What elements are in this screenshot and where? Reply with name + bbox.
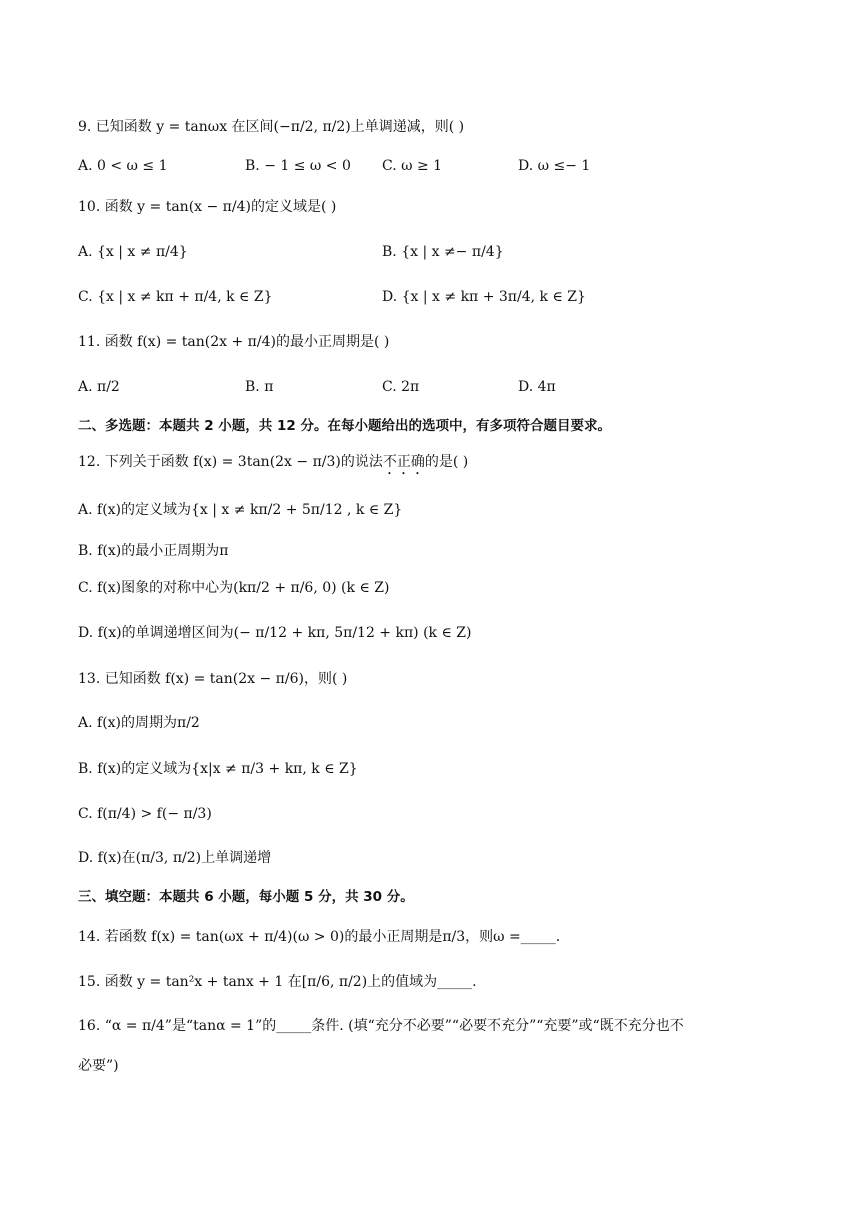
question-16-line-1: 16. “α = π/4”是“tanα = 1”的_____条件. (填“充分不必要”“必要不充分”“充要”或“既不充分也不 xyxy=(78,1018,684,1034)
question-11-option-d: D. 4π xyxy=(518,379,556,395)
question-16-line-2: 必要”) xyxy=(78,1058,119,1074)
question-13-stem: 13. 已知函数 f(x) = tan(2x − π/6)，则( ) xyxy=(78,671,348,687)
question-9-option-b: B. − 1 ≤ ω < 0 xyxy=(245,158,351,174)
question-10-option-d: D. {x | x ≠ kπ + 3π/4, k ∈ Z} xyxy=(382,289,586,305)
section-fill-in-heading: 三、填空题：本题共 6 小题，每小题 5 分，共 30 分。 xyxy=(78,889,414,905)
question-11-option-a: A. π/2 xyxy=(78,379,120,395)
question-11-option-c: C. 2π xyxy=(382,379,420,395)
question-9-option-d: D. ω ≤− 1 xyxy=(518,158,591,174)
question-13-option-c: C. f(π/4) > f(− π/3) xyxy=(78,806,212,822)
question-11-stem: 11. 函数 f(x) = tan(2x + π/4)的最小正周期是( ) xyxy=(78,334,390,350)
question-9-option-a: A. 0 < ω ≤ 1 xyxy=(78,158,168,174)
question-10-option-c: C. {x | x ≠ kπ + π/4, k ∈ Z} xyxy=(78,289,273,305)
question-12-stem-after: 的是( ) xyxy=(424,454,469,470)
question-14: 14. 若函数 f(x) = tan(ωx + π/4)(ω > 0)的最小正周期是π/3，则ω =_____. xyxy=(78,929,561,945)
question-12-emphasis: 不正确 xyxy=(382,454,425,470)
question-12-stem xyxy=(78,452,468,478)
question-12-stem-before: 12. 下列关于函数 f(x) = 3tan(2x − π/3)的说法 xyxy=(78,454,383,470)
question-9-option-c: C. ω ≥ 1 xyxy=(382,158,443,174)
question-11-option-b: B. π xyxy=(245,379,274,395)
question-10-stem: 10. 函数 y = tan(x − π/4)的定义域是( ) xyxy=(78,199,337,215)
question-12-option-d: D. f(x)的单调递增区间为(− π/12 + kπ, 5π/12 + kπ) (k ∈ Z) xyxy=(78,625,472,641)
question-13-option-a: A. f(x)的周期为π/2 xyxy=(78,715,200,731)
question-10-option-b: B. {x | x ≠− π/4} xyxy=(382,244,504,260)
question-13-option-d: D. f(x)在(π/3, π/2)上单调递增 xyxy=(78,850,272,866)
question-9-stem: 9. 已知函数 y = tanωx 在区间(−π/2, π/2)上单调递减，则( ) xyxy=(78,119,465,135)
section-multiple-choice-heading: 二、多选题：本题共 2 小题，共 12 分。在每小题给出的选项中，有多项符合题目要求。 xyxy=(78,418,611,434)
question-15: 15. 函数 y = tan²x + tanx + 1 在[π/6, π/2)上的值域为_____. xyxy=(78,974,477,990)
question-13-option-b: B. f(x)的定义域为{x|x ≠ π/3 + kπ, k ∈ Z} xyxy=(78,761,358,777)
question-10-option-a: A. {x | x ≠ π/4} xyxy=(78,244,188,260)
question-12-option-a: A. f(x)的定义域为{x | x ≠ kπ/2 + 5π/12 , k ∈ Z} xyxy=(78,502,403,518)
question-12-option-b: B. f(x)的最小正周期为π xyxy=(78,543,229,559)
question-12-option-c: C. f(x)图象的对称中心为(kπ/2 + π/6, 0) (k ∈ Z) xyxy=(78,580,390,596)
